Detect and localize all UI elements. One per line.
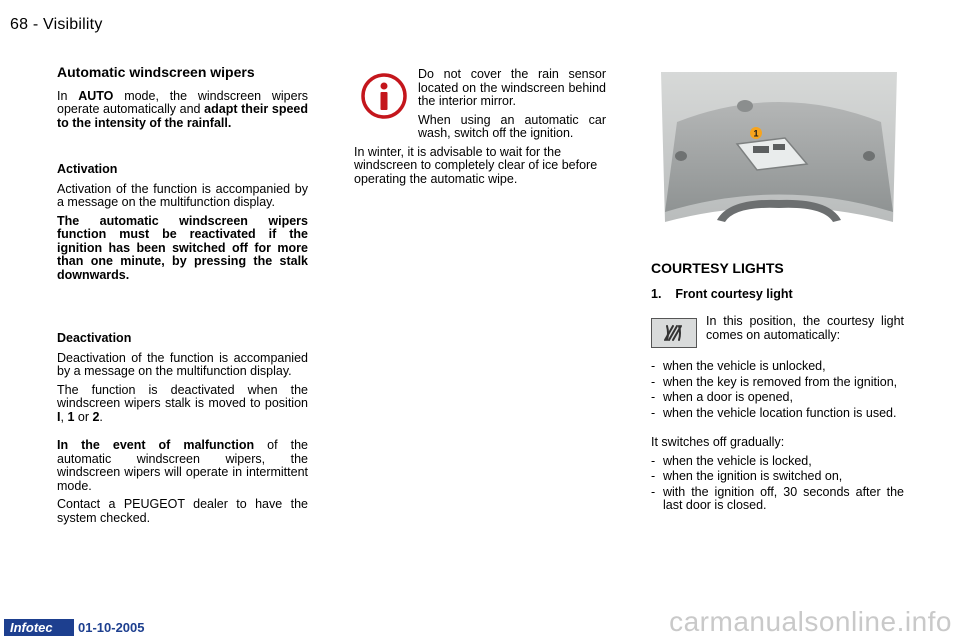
auto-mode-label: AUTO [78,88,114,103]
malfunction-text: of the automatic windscreen wipers, the windscreen wipers will operate in intermittent mode. [57,438,308,493]
switch-off-intro: It switches off gradually: [651,435,785,449]
note-rain-sensor: Do not cover the rain sensor located on the windscreen behind the interior mirror. [418,67,606,108]
position-1: 1 [67,409,75,424]
deactivation-text: Deactivation of the function is accompanied by a message on the multifunction display. [57,350,308,378]
list-item: - with the ignition off, 30 seconds after the last door is closed. [651,486,904,513]
intro-text-mid: mode, the windscreen wipers operate automatically and [57,88,309,116]
intro-paragraph [57,90,308,131]
list-item: - when a door is opened, [651,391,904,405]
separator: or [74,409,93,424]
note-winter: In winter, it is advisable to wait for the windscreen to completely clear of ice before operating the automatic wipe. [354,144,598,186]
intro-text: In [57,88,79,103]
intro-bold-text: adapt their speed to the intensity of the rainfall. [57,102,309,130]
watermark: carmanualsonline.info [669,606,952,637]
activation-heading: Activation [57,162,118,176]
photo-callout-label: 1 [753,128,759,139]
footer-date: 01-10-2005 [78,620,145,635]
automatic-wipers-section [57,66,308,530]
position-i: I [57,409,61,424]
courtesy-light-photo [657,72,901,248]
deactivation-heading: Deactivation [57,331,132,345]
courtesy-lights-section [651,262,904,515]
contact-dealer-text: Contact a PEUGEOT dealer to have the system checked. [57,497,308,525]
switch-on-list [651,360,904,420]
list-item: - when the key is removed from the ignition, [651,376,904,390]
malfunction-bold: In the event of malfunction [57,438,255,452]
deactivation-position-pre: The function is deactivated when the windscreen wipers stalk is moved to position [57,382,308,410]
rain-sensor-notes [354,68,606,191]
page-title: 68 - Visibility [10,16,103,33]
courtesy-lights-heading: COURTESY LIGHTS [651,260,784,276]
period: . [99,409,103,424]
infotec-logo: Infotec [4,619,74,636]
activation-warning: The automatic windscreen wipers function must be reactivated if the ignition has been switched off for more than one minute, by pressing the stalk downwards. [57,213,308,282]
list-item: - when the vehicle is locked, [651,455,904,469]
activation-text: Activation of the function is accompanied by a message on the multifunction display. [57,181,308,209]
switch-off-list [651,455,904,513]
section-heading: Automatic windscreen wipers [57,64,255,80]
separator: , [60,409,68,424]
list-item: - when the ignition is switched on, [651,470,904,484]
list-item: - when the vehicle location function is used. [651,407,904,421]
position-description: In this position, the courtesy light comes on automatically: [706,314,904,342]
note-car-wash: When using an automatic car wash, switch off the ignition. [418,112,606,140]
position-2: 2 [92,409,100,424]
deactivation-position-text [57,384,308,425]
malfunction-paragraph [57,439,308,493]
front-courtesy-light-heading: 1. Front courtesy light [651,286,793,301]
list-item: - when the vehicle is unlocked, [651,360,904,374]
